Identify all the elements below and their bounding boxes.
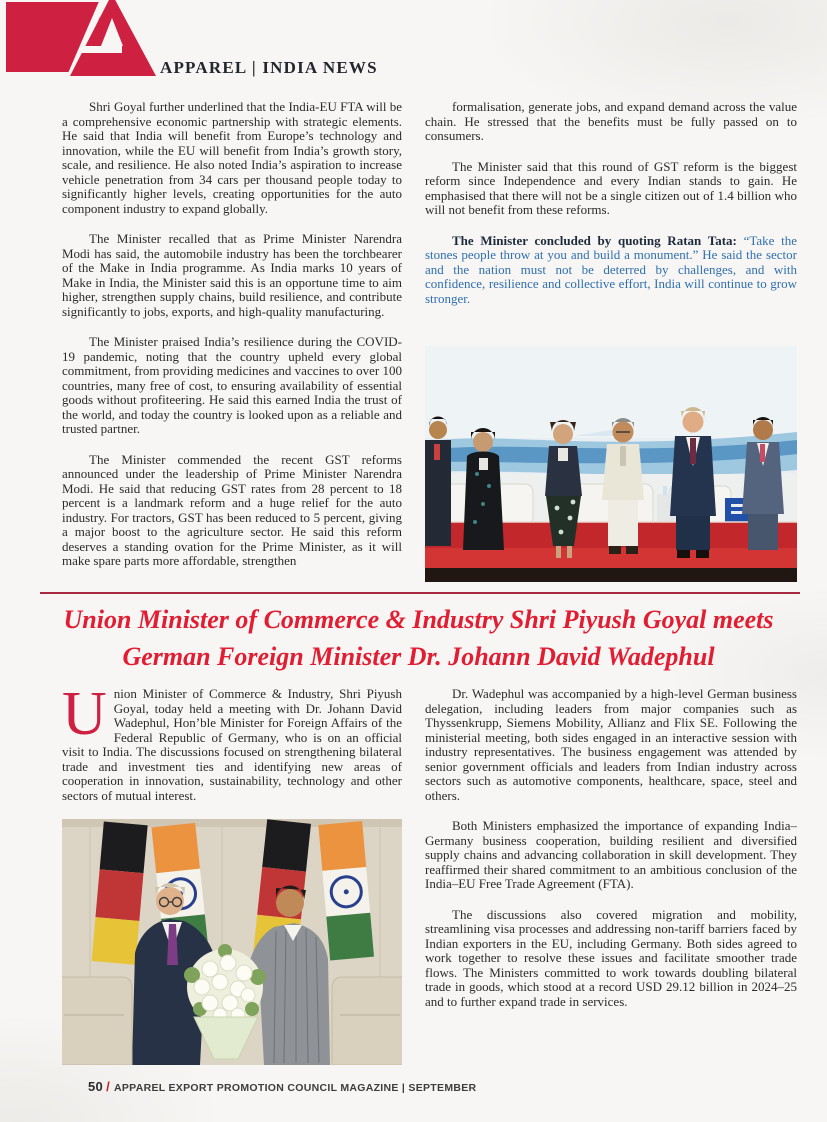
paragraph-covid-resilience: The Minister praised India’s resilience during the COVID-19 pandemic, noting that the country upheld every global commitment, from providing medicines and vaccines to over 100 countries, many free of cost, to ensuring availability of essential goods without profiteering. He said this earned India the trust of the world, and today the country is looked upon as a reliable and trusted partner.	[62, 334, 402, 436]
article1-left-column	[62, 100, 402, 585]
paragraph-german-delegation: Dr. Wadephul was accompanied by a high-level German business delegation, including leaders from major companies such as Thyssenkrupp, Siemens Mobility, Allianz and Flix SE. Following the ministerial meeting, both sides engaged in an interactive session with industry representatives. The business engagement was attended by senior government officials and leaders from Indian industry across sectors such as automotive components, healthcare, space, steel and others.	[425, 686, 797, 803]
page-title: APPAREL | INDIA NEWS	[160, 58, 378, 77]
stage-group-photo	[425, 346, 797, 582]
paragraph-biggest-reform: The Minister said that this round of GST reform is the biggest reform since Independence and every Indian stands to gain. He emphasised that there will not be a single citizen out of 1.4 billion who will not benefit from these reforms.	[425, 158, 797, 217]
paragraph-meeting-intro	[62, 680, 402, 803]
bouquet-exchange-photo	[62, 819, 402, 1065]
article2-headline	[34, 601, 803, 675]
article1-right-column	[425, 100, 797, 585]
footer-text: APPAREL EXPORT PROMOTION COUNCIL MAGAZINE | SEPTEMBER	[113, 1082, 477, 1094]
quote-lead-text: The Minister concluded by quoting Ratan Tata:	[452, 232, 744, 248]
red-divider-rule	[40, 592, 800, 594]
paragraph-india-eu-fta: Shri Goyal further underlined that the India-EU FTA will be a comprehensive economic partnership with strategic elements. He said that India will benefit from Europe’s technology and innovation, while the EU will benefit from India’s growth story, scale, and resilience. He also noted India’s aspiration to increase vehicle penetration from 34 cars per thousand people today to significantly higher levels, creating opportunities for the auto component industry to expand globally.	[62, 99, 402, 216]
article1-section	[62, 100, 797, 585]
article2-section	[62, 680, 797, 1065]
page-footer	[88, 1079, 476, 1094]
paragraph-ratan-tata-quote	[425, 234, 797, 307]
headline-line2: German Foreign Minister Dr. Johann David Wadephul	[122, 642, 715, 671]
article2-right-column	[425, 687, 797, 1065]
page-number: 50	[88, 1079, 104, 1094]
headline-line1: Union Minister of Commerce & Industry Shri Piyush Goyal meets	[63, 605, 774, 634]
quote-blue-text: “Take the stones people throw at you and build a monument.” He said the sector and the nation must not be deterred by challenges, and with confidence, resilience and collective effort, India will continue to grow stronger.	[425, 232, 797, 306]
footer-slash: /	[106, 1079, 110, 1094]
paragraph-cooperation: Both Ministers emphasized the importance of expanding India–Germany business cooperation, building resilient and diversified supply chains and advancing collaboration in skill development. They reaffirmed their shared commitment to an ambitious conclusion of the India–EU Free Trade Agreement (FTA).	[425, 818, 797, 891]
meeting-intro-text: nion Minister of Commerce & Industry, Shri Piyush Goyal, today held a meeting with Dr. Johann David Wadephul, Hon’ble Minister for Foreign Affairs of the Federal Republic of Germany, who is on an official visit to India. The discussions focused on strengthening bilateral trade and investment ties and identifying new areas of cooperation in innovation, sustainability, technology and other sectors of mutual interest.	[62, 686, 402, 803]
paragraph-trade-goals: The discussions also covered migration and mobility, streamlining visa processes and addressing non-tariff barriers faced by Indian exporters in the EU, including Germany. Both sides agreed to work together to resolve these issues and facilitate smoother trade flows. The Ministers committed to work towards doubling bilateral trade in goods, which stood at a record USD 29.12 billion in 2024–25 and to further expand trade in services.	[425, 906, 797, 1009]
paragraph-formalisation: formalisation, generate jobs, and expand demand across the value chain. He stressed that the benefits must be fully passed on to consumers.	[425, 99, 797, 143]
paragraph-make-in-india: The Minister recalled that as Prime Minister Narendra Modi has said, the automobile industry has been the torchbearer of the Make in India programme. As India marks 10 years of Make in India, the Minister said this is an opportune time to aim higher, strengthen supply chains, build resilience, and contribute significantly to jobs, exports, and high-quality manufacturing.	[62, 231, 402, 319]
apparel-brand-logo-icon	[6, 0, 156, 78]
paragraph-gst-reforms: The Minister commended the recent GST reforms announced under the leadership of Prime Minister Narendra Modi. He said that reducing GST rates from 28 percent to 18 percent is a landmark reform and a huge relief for the auto industry. For tractors, GST has been reduced to 5 percent, giving a major boost to the agriculture sector. He said this reform deserves a standing ovation for the Prime Minister, as it will make spare parts more affordable, strengthen	[62, 451, 402, 568]
article2-left-column	[62, 680, 402, 1065]
dropcap-letter: U	[62, 680, 107, 748]
